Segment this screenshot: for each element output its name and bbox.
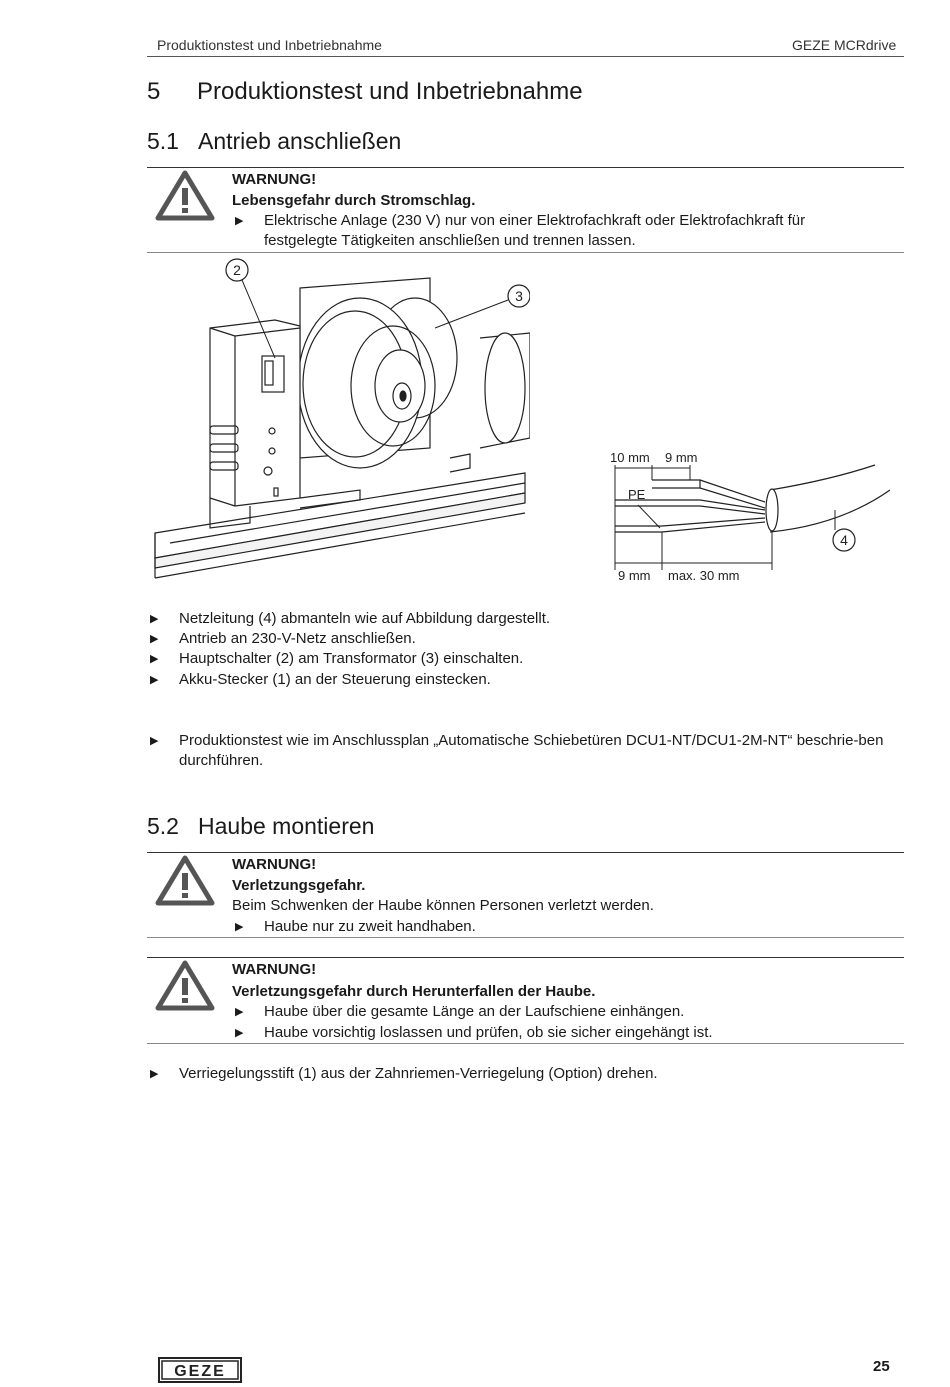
drive-unit-illustration [150,258,530,583]
section-5-title: Produktionstest und Inbetriebnahme [197,78,583,105]
warning-list-item: ▶ Haube vorsichtig loslassen und prüfen, ob sie sicher eingehängt ist. [235,1024,713,1041]
dim-9mm-bottom: 9 mm [618,568,651,583]
triangle-right-icon: ▶ [150,633,159,645]
step-item: ▶ Netzleitung (4) abmanteln wie auf Abbildung dargestellt. [150,610,551,627]
warning-label: WARNUNG! [232,961,317,978]
step-item: ▶ Hauptschalter (2) am Transformator (3) einschalten. [150,650,524,667]
step-item: ▶ Antrieb an 230-V-Netz anschließen. [150,630,416,647]
triangle-right-icon: ▶ [150,735,159,747]
dim-10mm: 10 mm [610,450,650,465]
warning-bottom-rule [147,1043,904,1044]
step-item: ▶ Akku-Stecker (1) an der Steuerung einstecken. [150,671,491,688]
cable-stripping-diagram [600,440,890,585]
step-item: ▶ Produktionstest wie im Anschlussplan „Automatische Schiebetüren DCU1-NT/DCU1-2M-NT“ beschrie-ben durchführen. [150,732,884,769]
triangle-right-icon: ▶ [150,613,159,625]
warning-text: Beim Schwenken der Haube können Personen verletzt werden. [232,897,654,914]
callout-2: 2 [233,262,241,278]
callout-4: 4 [840,532,848,548]
dim-9mm-top: 9 mm [665,450,698,465]
triangle-right-icon: ▶ [150,674,159,686]
page-number: 25 [873,1358,890,1375]
warning-triangle-icon [155,170,215,222]
section-5-2-number: 5.2 [147,813,179,839]
warning-subtitle: Verletzungsgefahr durch Herunterfallen der Haube. [232,983,596,1000]
warning-list-item: ▶ Haube nur zu zweit handhaben. [235,918,476,935]
dim-max-30mm: max. 30 mm [668,568,740,583]
running-header-right: GEZE MCRdrive [792,37,897,53]
warning-label: WARNUNG! [232,856,317,873]
running-header-left: Produktionstest und Inbetriebnahme [157,37,382,53]
section-5-2-title: Haube montieren [198,813,375,839]
step-item: ▶ Verriegelungsstift (1) aus der Zahnriemen-Verriegelung (Option) drehen. [150,1065,658,1082]
warning-bottom-rule [147,252,904,253]
triangle-right-icon: ▶ [150,653,159,665]
warning-bottom-rule [147,937,904,938]
svg-text:GEZE: GEZE [174,1363,226,1380]
warning-label: WARNUNG! [232,171,317,188]
warning-top-rule [147,957,904,958]
triangle-right-icon: ▶ [235,1006,244,1018]
triangle-right-icon: ▶ [150,1068,159,1080]
warning-triangle-icon [155,960,215,1012]
warning-triangle-icon [155,855,215,907]
geze-logo [158,1357,242,1383]
warning-list-item: ▶ Elektrische Anlage (230 V) nur von einer Elektrofachkraft oder Elektrofachkraft für festgelegte Tätigkeiten anschließen und trennen lassen. [235,212,806,249]
header-divider [147,56,904,57]
section-5-number: 5 [147,78,161,105]
section-5-1-title: Antrieb anschließen [198,128,402,154]
triangle-right-icon: ▶ [235,1027,244,1039]
warning-subtitle: Verletzungsgefahr. [232,877,366,894]
warning-list-item: ▶ Haube über die gesamte Länge an der Laufschiene einhängen. [235,1003,685,1020]
warning-top-rule [147,852,904,853]
triangle-right-icon: ▶ [235,921,244,933]
triangle-right-icon: ▶ [235,215,244,227]
section-5-1-number: 5.1 [147,128,179,154]
pe-label: PE [628,487,646,502]
callout-3: 3 [515,288,523,304]
warning-subtitle: Lebensgefahr durch Stromschlag. [232,192,476,209]
warning-top-rule [147,167,904,168]
